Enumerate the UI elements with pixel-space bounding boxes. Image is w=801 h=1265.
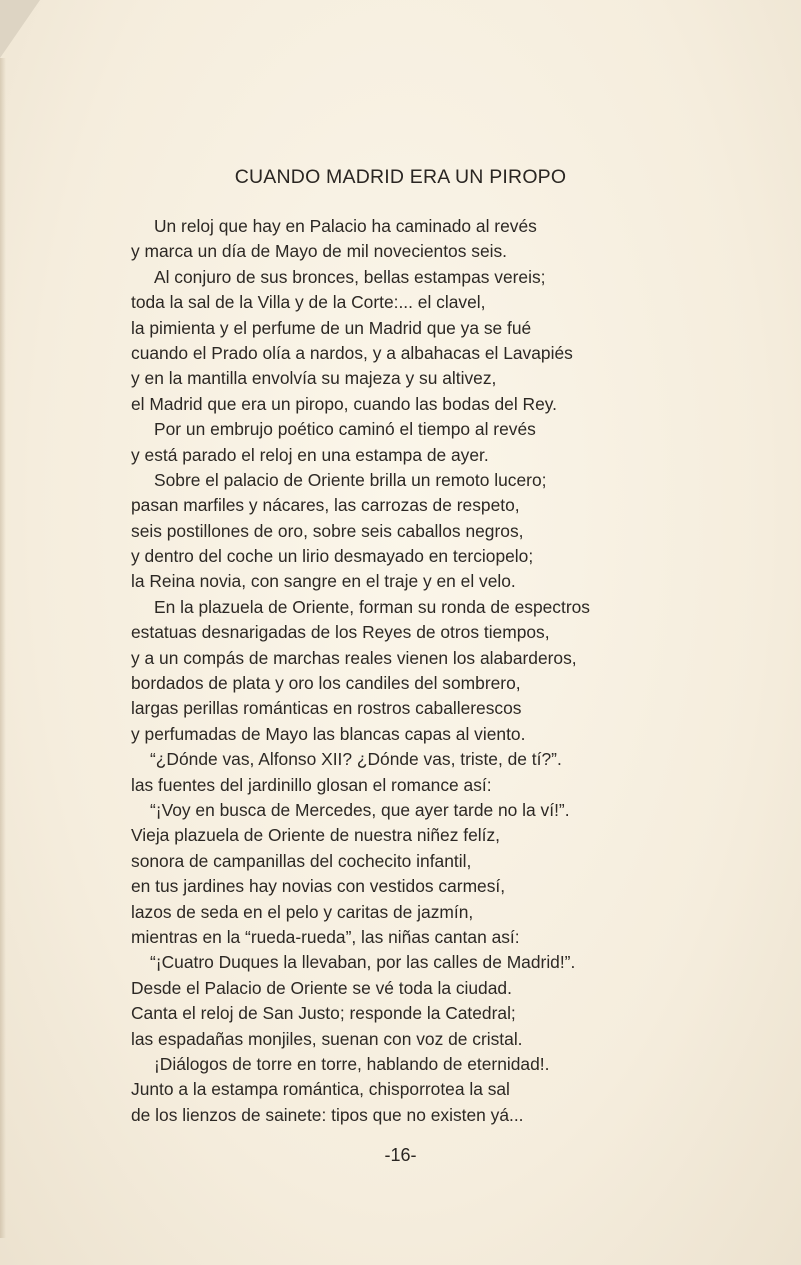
poem-line: lazos de seda en el pelo y caritas de jazmín, bbox=[131, 901, 474, 922]
poem-line: seis postillones de oro, sobre seis caballos negros, bbox=[131, 520, 524, 541]
poem-line: Por un embrujo poético caminó el tiempo al revés bbox=[154, 419, 536, 440]
poem-line: “¿Dónde vas, Alfonso XII? ¿Dónde vas, triste, de tí?”. bbox=[150, 749, 562, 770]
poem-line: pasan marfiles y nácares, las carrozas de respeto, bbox=[131, 495, 520, 516]
poem-line: Desde el Palacio de Oriente se vé toda la ciudad. bbox=[131, 977, 512, 998]
poem-line: Sobre el palacio de Oriente brilla un remoto lucero; bbox=[154, 469, 547, 490]
poem-line: en tus jardines hay novias con vestidos carmesí, bbox=[131, 876, 506, 897]
poem-line: estatuas desnarigadas de los Reyes de otros tiempos, bbox=[131, 622, 550, 643]
poem-line: la Reina novia, con sangre en el traje y en el velo. bbox=[131, 571, 516, 592]
poem-line: cuando el Prado olía a nardos, y a albahacas el Lavapiés bbox=[131, 342, 573, 363]
page-number: -16- bbox=[384, 1145, 417, 1165]
poem-line: y está parado el reloj en una estampa de ayer. bbox=[131, 444, 489, 465]
poem-line: y dentro del coche un lirio desmayado en terciopelo; bbox=[131, 546, 534, 567]
poem-line: y perfumadas de Mayo las blancas capas al viento. bbox=[131, 723, 526, 744]
poem-line: toda la sal de la Villa y de la Corte:... el clavel, bbox=[131, 292, 486, 313]
poem-line: las espadañas monjiles, suenan con voz de cristal. bbox=[131, 1028, 523, 1049]
page-edge-shadow bbox=[0, 58, 6, 1238]
poem-line: sonora de campanillas del cochecito infantil, bbox=[131, 850, 472, 871]
poem-line: largas perillas románticas en rostros caballerescos bbox=[131, 698, 522, 719]
poem-line: el Madrid que era un piropo, cuando las bodas del Rey. bbox=[131, 393, 558, 414]
poem-line: “¡Cuatro Duques la llevaban, por las calles de Madrid!”. bbox=[150, 952, 576, 973]
poem-line: Vieja plazuela de Oriente de nuestra niñez felíz, bbox=[131, 825, 500, 846]
poem-line: y marca un día de Mayo de mil novecientos seis. bbox=[131, 241, 508, 262]
poem-body bbox=[131, 214, 771, 1128]
poem-line: y a un compás de marchas reales vienen los alabarderos, bbox=[131, 647, 577, 668]
poem-line: Junto a la estampa romántica, chisporrotea la sal bbox=[131, 1079, 510, 1100]
poem-line: Al conjuro de sus bronces, bellas estampas vereis; bbox=[154, 266, 546, 287]
poem-line: Un reloj que hay en Palacio ha caminado al revés bbox=[154, 216, 537, 236]
folded-corner bbox=[0, 0, 40, 58]
poem-line: mientras en la “rueda-rueda”, las niñas cantan así: bbox=[131, 926, 520, 947]
poem-line: bordados de plata y oro los candiles del sombrero, bbox=[131, 673, 521, 694]
poem-line: “¡Voy en busca de Mercedes, que ayer tarde no la ví!”. bbox=[150, 799, 570, 820]
poem-line: En la plazuela de Oriente, forman su ronda de espectros bbox=[154, 596, 590, 617]
poem-line: y en la mantilla envolvía su majeza y su altivez, bbox=[131, 368, 497, 389]
poem-title: CUANDO MADRID ERA UN PIROPO bbox=[234, 166, 567, 188]
poem-line: Canta el reloj de San Justo; responde la Catedral; bbox=[131, 1003, 516, 1024]
poem-line: las fuentes del jardinillo glosan el romance así: bbox=[131, 774, 492, 795]
poem-line: la pimienta y el perfume de un Madrid que ya se fué bbox=[131, 317, 532, 338]
poem-line: ¡Diálogos de torre en torre, hablando de eternidad!. bbox=[154, 1053, 550, 1074]
poem-line: de los lienzos de sainete: tipos que no existen yá... bbox=[131, 1104, 524, 1125]
